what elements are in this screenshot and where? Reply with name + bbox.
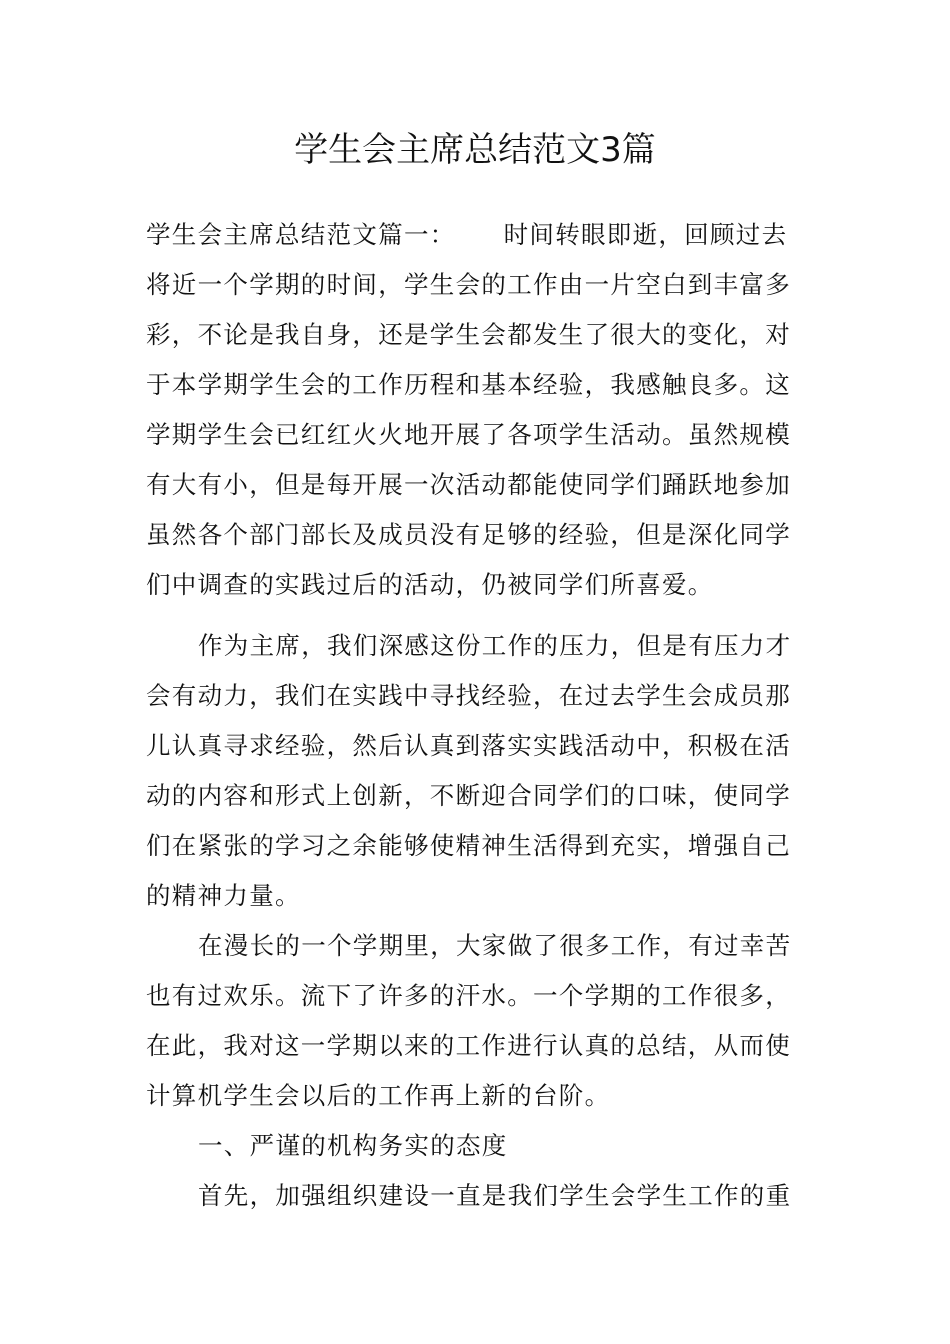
paragraph-1 bbox=[146, 210, 808, 610]
paragraph-3-line: 计算机学生会以后的工作再上新的台阶。 bbox=[146, 1081, 611, 1110]
paragraph-3 bbox=[146, 921, 808, 1121]
article-lead-label: 学生会主席总结范文篇一： bbox=[146, 220, 456, 249]
paragraph-1-line: 们中调查的实践过后的活动，仍被同学们所喜爱。 bbox=[146, 570, 714, 599]
paragraph-2-line: 会有动力，我们在实践中寻找经验，在过去学生会成员那 bbox=[146, 681, 791, 710]
paragraph-3-line: 也有过欢乐。流下了许多的汗水。一个学期的工作很多， bbox=[146, 981, 791, 1010]
paragraph-1-line: 彩，不论是我自身，还是学生会都发生了很大的变化，对 bbox=[146, 320, 791, 349]
paragraph-3-line: 在漫长的一个学期里，大家做了很多工作，有过幸苦 bbox=[198, 931, 792, 960]
section-heading-text: 一、严谨的机构务实的态度 bbox=[198, 1131, 508, 1160]
paragraph-2-line: 儿认真寻求经验，然后认真到落实实践活动中，积极在活 bbox=[146, 731, 791, 760]
paragraph-1-first-text: 时间转眼即逝，回顾过去 bbox=[503, 220, 788, 249]
section-heading bbox=[146, 1121, 808, 1171]
paragraph-1-line: 虽然各个部门部长及成员没有足够的经验，但是深化同学 bbox=[146, 520, 791, 549]
paragraph-2-line: 作为主席，我们深感这份工作的压力，但是有压力才 bbox=[198, 631, 792, 660]
paragraph-2-line: 的精神力量。 bbox=[146, 881, 301, 910]
paragraph-1-line bbox=[146, 210, 808, 260]
paragraph-1-line: 有大有小，但是每开展一次活动都能使同学们踊跃地参加 bbox=[146, 470, 791, 499]
paragraph-2-line: 们在紧张的学习之余能够使精神生活得到充实，增强自己 bbox=[146, 831, 791, 860]
paragraph-2 bbox=[146, 621, 808, 921]
paragraph-1-line: 将近一个学期的时间，学生会的工作由一片空白到丰富多 bbox=[146, 270, 791, 299]
paragraph-3-line: 在此，我对这一学期以来的工作进行认真的总结，从而使 bbox=[146, 1031, 791, 1060]
paragraph-2-line: 动的内容和形式上创新，不断迎合同学们的口味，使同学 bbox=[146, 781, 791, 810]
paragraph-1-line: 学期学生会已红红火火地开展了各项学生活动。虽然规模 bbox=[146, 420, 791, 449]
paragraph-1-line: 于本学期学生会的工作历程和基本经验，我感触良多。这 bbox=[146, 370, 791, 399]
paragraph-4-line: 首先，加强组织建设一直是我们学生会学生工作的重 bbox=[198, 1181, 792, 1210]
document-title: 学生会主席总结范文3篇 bbox=[294, 130, 656, 170]
paragraph-4 bbox=[146, 1171, 808, 1221]
